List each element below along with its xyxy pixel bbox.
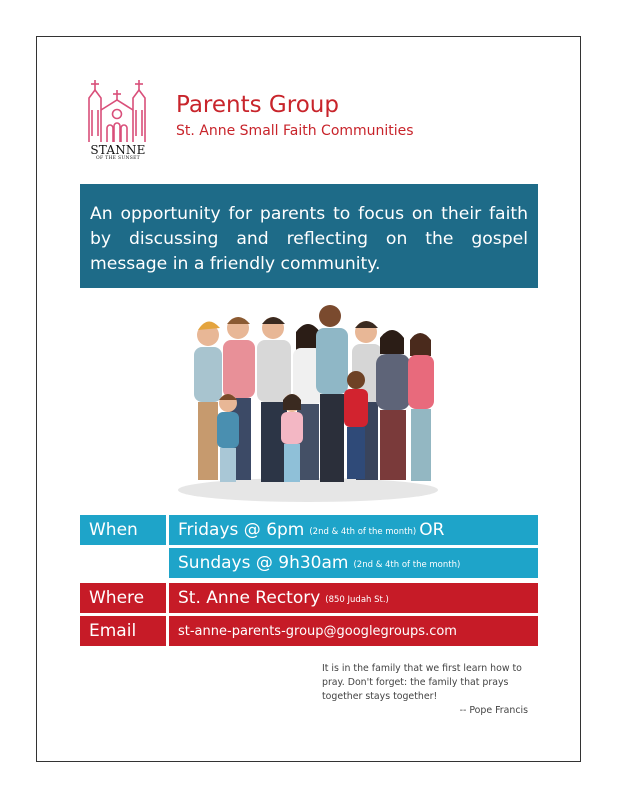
logo-subtitle: OF THE SUNSET	[96, 156, 140, 161]
where-place: St. Anne Rectory	[178, 588, 321, 608]
child-figure	[217, 394, 239, 482]
when-label-text: When	[89, 520, 138, 540]
when-friday: Fridays @ 6pm	[178, 520, 305, 540]
where-label	[80, 583, 166, 613]
email-label-text: Email	[89, 621, 137, 641]
email-value[interactable]	[169, 616, 538, 646]
intro-banner	[80, 184, 538, 288]
where-address: (850 Judah St.)	[325, 595, 389, 605]
when-label	[80, 515, 166, 545]
where-label-text: Where	[89, 588, 145, 608]
person-figure	[194, 321, 222, 480]
logo-text	[86, 143, 150, 161]
where-value	[169, 583, 538, 613]
logo-name: STANNE	[90, 143, 146, 157]
when-friday-note: (2nd & 4th of the month)	[309, 527, 417, 537]
pope-quote	[322, 662, 528, 718]
when-sunday: Sundays @ 9h30am	[178, 553, 349, 573]
page-subtitle: St. Anne Small Faith Communities	[176, 123, 414, 139]
person-figure	[376, 330, 410, 480]
quote-text: It is in the family that we first learn how to pray. Don't forget: the family that prays together stays together!	[322, 663, 522, 702]
when-or: OR	[419, 520, 445, 540]
when-sunday-note: (2nd & 4th of the month)	[353, 560, 461, 570]
page-title: Parents Group	[176, 92, 339, 118]
quote-author: -- Pope Francis	[459, 705, 528, 716]
when-line-1	[169, 515, 538, 545]
family-group-illustration	[168, 300, 448, 505]
child-figure	[281, 394, 303, 482]
email-label	[80, 616, 166, 646]
email-address-link[interactable]: st-anne-parents-group@googlegroups.com	[178, 623, 457, 639]
person-figure	[408, 333, 434, 481]
intro-text: An opportunity for parents to focus on their faith by discussing and reflecting on the gospel message in a friendly community.	[90, 204, 528, 274]
when-line-2	[169, 548, 538, 578]
